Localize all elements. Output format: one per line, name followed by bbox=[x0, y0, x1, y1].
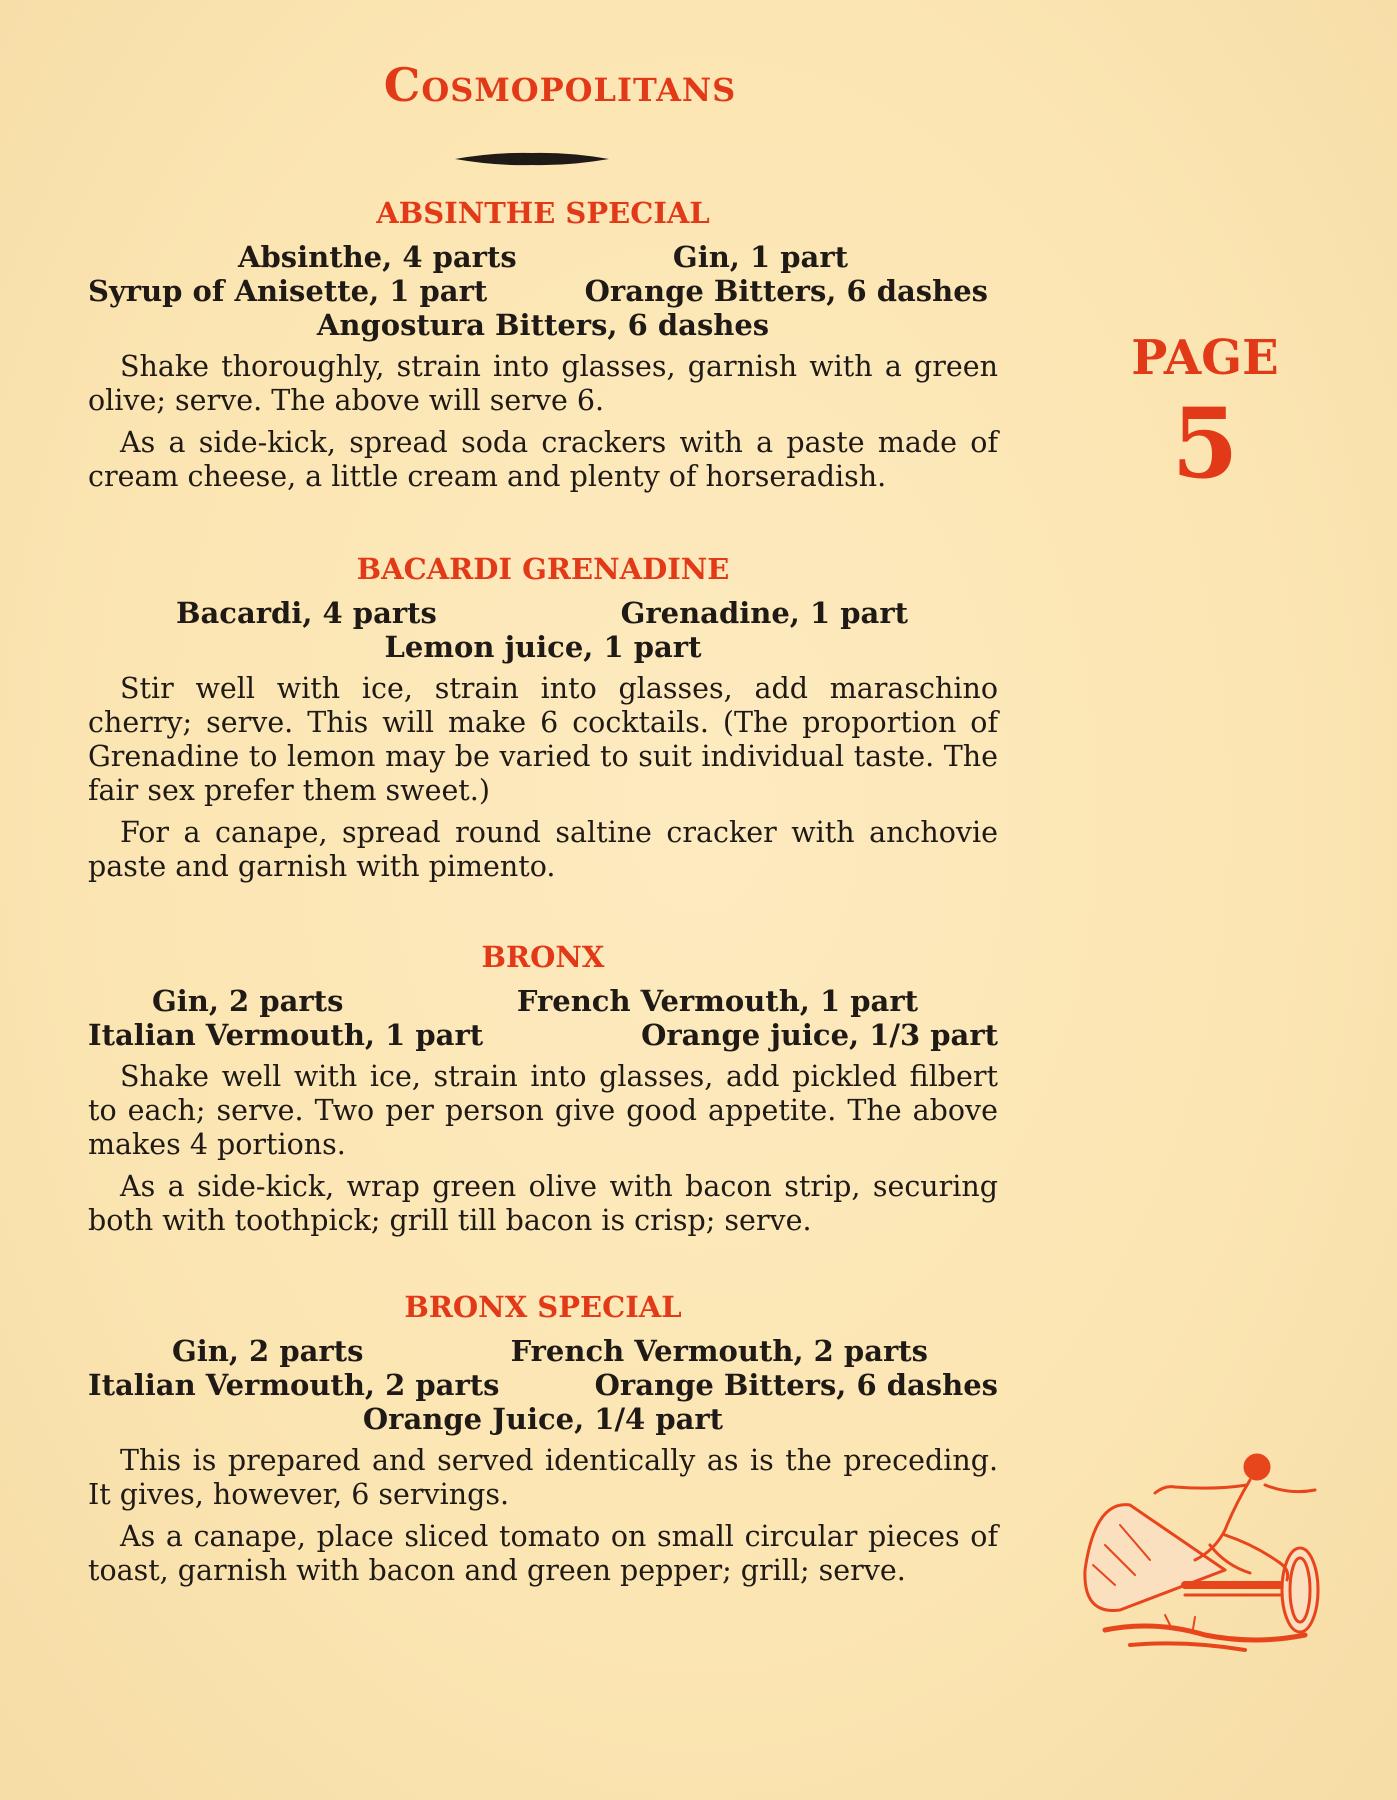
ingredient: Orange Bitters, 6 dashes bbox=[584, 274, 988, 308]
recipe-bacardi-grenadine bbox=[88, 552, 998, 884]
recipe-title: BACARDI GRENADINE bbox=[356, 552, 730, 586]
recipe-title: BRONX SPECIAL bbox=[404, 1290, 682, 1324]
recipe-side-kick: As a side-kick, wrap green olive with bacon strip, securing both with toothpick; grill till bacon is crisp; serve. bbox=[88, 1170, 998, 1237]
recipe-instructions: Stir well with ice, strain into glasses, add maraschino cherry; serve. This will make 6 cocktails. (The proportion of Grenadine to lemon may be varied to suit individual taste. The fair sex prefer them sweet.) bbox=[88, 672, 998, 807]
recipe-absinthe-special bbox=[88, 196, 998, 494]
ingredient-row bbox=[88, 1334, 998, 1368]
ingredient: French Vermouth, 2 parts bbox=[510, 1334, 928, 1368]
ingredient: Italian Vermouth, 2 parts bbox=[88, 1368, 500, 1402]
ingredient: Gin, 2 parts bbox=[152, 984, 344, 1018]
recipe-title: ABSINTHE SPECIAL bbox=[376, 196, 710, 230]
recipe-instructions: Shake thoroughly, strain into glasses, garnish with a green olive; serve. The above will serve 6. bbox=[88, 350, 998, 417]
ingredient-row bbox=[88, 1018, 998, 1052]
ingredient-row bbox=[88, 1402, 998, 1436]
ingredient-row bbox=[88, 274, 998, 308]
recipe-instructions: Shake well with ice, strain into glasses, add pickled filbert to each; serve. Two per person give good appetite. The above makes 4 portions. bbox=[88, 1060, 998, 1161]
page-number-marker bbox=[1125, 330, 1285, 500]
ingredient-row bbox=[88, 308, 998, 342]
recipe-bronx-special bbox=[88, 1290, 998, 1588]
ingredient: Absinthe, 4 parts bbox=[238, 240, 517, 274]
ingredient-row bbox=[88, 240, 998, 274]
ingredient: Orange Bitters, 6 dashes bbox=[594, 1368, 998, 1402]
ingredient: Grenadine, 1 part bbox=[620, 596, 908, 630]
ingredient: Orange Juice, 1/4 part bbox=[362, 1402, 724, 1436]
ingredient: Angostura Bitters, 6 dashes bbox=[316, 308, 770, 342]
recipe-bronx bbox=[88, 940, 998, 1238]
ingredient: Orange juice, 1/3 part bbox=[641, 1018, 998, 1052]
ingredient: Lemon juice, 1 part bbox=[384, 630, 702, 664]
ingredient-row bbox=[88, 1368, 998, 1402]
recipe-title: BRONX bbox=[481, 940, 605, 974]
recipe-canape: As a canape, place sliced tomato on small circular pieces of toast, garnish with bacon and green pepper; grill; serve. bbox=[88, 1520, 998, 1587]
recipe-instructions: This is prepared and served identically as is the preceding. It gives, however, 6 servings. bbox=[88, 1444, 998, 1511]
ingredient-row bbox=[88, 984, 998, 1018]
ingredient-row bbox=[88, 630, 998, 664]
page-title: Cosmopolitans bbox=[383, 58, 737, 112]
girl-on-cocktail-glass-illustration-icon bbox=[1075, 1445, 1335, 1665]
ingredient-row bbox=[88, 596, 998, 630]
ingredient: Italian Vermouth, 1 part bbox=[88, 1018, 484, 1052]
ornamental-rule-icon bbox=[455, 152, 609, 166]
ingredient: Syrup of Anisette, 1 part bbox=[88, 274, 488, 308]
recipe-canape: For a canape, spread round saltine cracker with anchovie paste and garnish with pimento. bbox=[88, 816, 998, 883]
ingredient: Gin, 2 parts bbox=[172, 1334, 364, 1368]
page-label: PAGE bbox=[1131, 330, 1279, 386]
ingredient: Bacardi, 4 parts bbox=[176, 596, 437, 630]
recipe-side-kick: As a side-kick, spread soda crackers with a paste made of cream cheese, a little cream and plenty of horseradish. bbox=[88, 426, 998, 493]
page-number: 5 bbox=[1171, 387, 1239, 500]
ingredient: Gin, 1 part bbox=[672, 240, 848, 274]
ingredient: French Vermouth, 1 part bbox=[516, 984, 918, 1018]
